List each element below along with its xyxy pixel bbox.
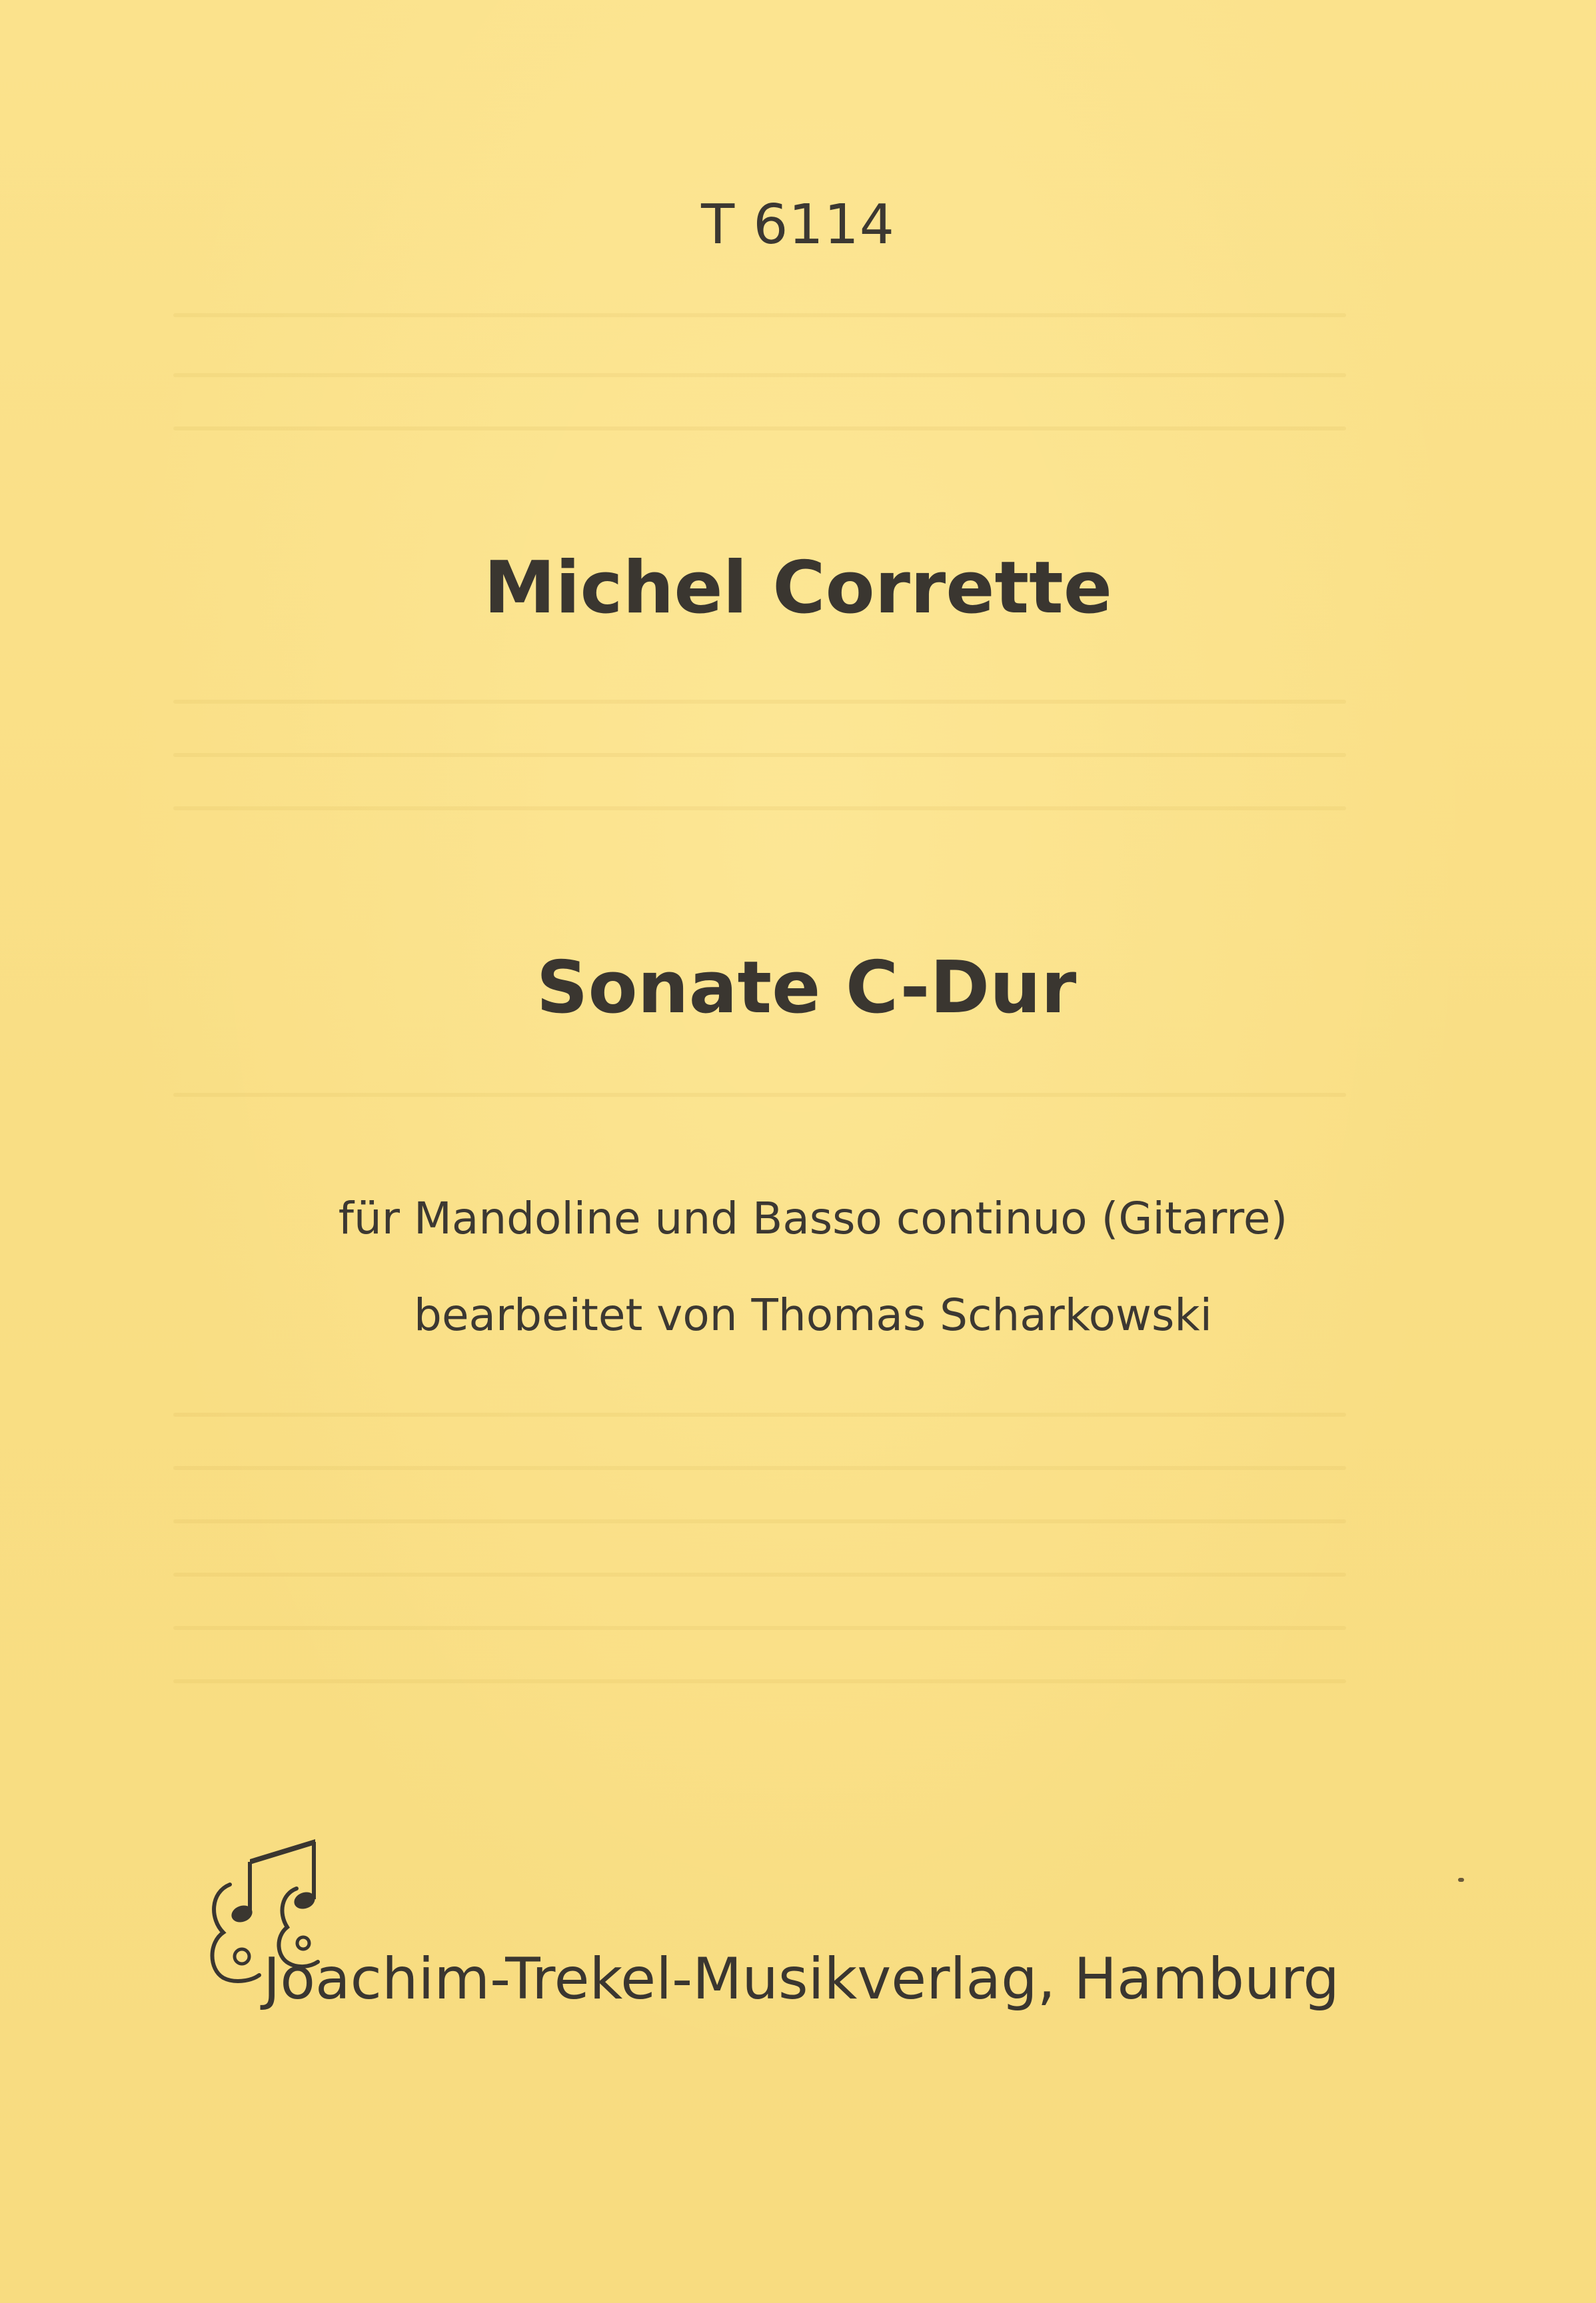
- bleed-through-line: [173, 753, 1346, 757]
- bleed-through-line: [173, 1519, 1346, 1523]
- instrumentation-line: für Mandoline und Basso continuo (Gitarre): [338, 1193, 1288, 1244]
- bleed-through-line: [173, 1093, 1346, 1097]
- bleed-through-line: [173, 313, 1346, 317]
- work-title: Sonate C-Dur: [536, 946, 1077, 1030]
- bleed-through-line: [173, 1573, 1346, 1577]
- bleed-through-line: [173, 1679, 1346, 1683]
- composer-name: Michel Corrette: [484, 546, 1112, 630]
- bleed-through-line: [173, 700, 1346, 704]
- arranger-line: bearbeitet von Thomas Scharkowski: [414, 1289, 1212, 1341]
- bleed-through-line: [173, 1626, 1346, 1630]
- paper-speck: [1458, 1878, 1464, 1882]
- bleed-through-line: [173, 806, 1346, 810]
- bleed-through-line: [173, 373, 1346, 377]
- bleed-through-line: [173, 1413, 1346, 1417]
- bleed-through-line: [173, 1466, 1346, 1470]
- bleed-through-line: [173, 426, 1346, 430]
- catalog-number: T 6114: [701, 193, 895, 257]
- publisher-name: Joachim-Trekel-Musikverlag, Hamburg: [263, 1946, 1340, 2012]
